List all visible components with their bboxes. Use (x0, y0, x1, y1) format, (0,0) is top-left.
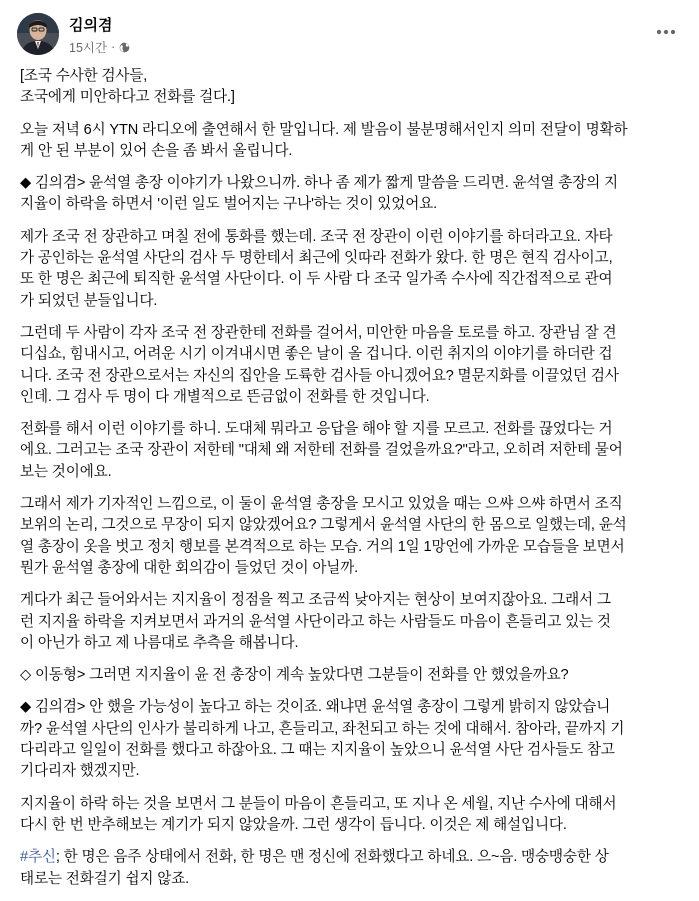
post-paragraph: 그런데 두 사람이 각자 조국 전 장관한테 전화를 걸어서, 미안한 마음을 토로를 하고. 장관님 잘 견 디십쇼, 힘내시고, 어려운 시기 이겨내시면 좋은 날이 올 겁니다. 이런 취지의 이야기를 하더란 겁 니다. 조국 전 장관으로서는 자신의 집안을 도륙한 검사들 아니겠어요? 멸문지화를 이끌었던 검사 인데. 그 검사 두 명이 다 개별적으로 뜬금없이 전화를 한 것입니다. (20, 324, 619, 405)
post-timestamp[interactable]: 15시간 (69, 41, 108, 55)
post-paragraph-postscript (20, 847, 684, 890)
post-paragraph: 전화를 해서 이런 이야기를 하니. 도대체 뭐라고 응답을 해야 할 지를 모르고. 전화를 끊었다는 거 에요. 그러고는 조국 장관이 저한테 "대체 왜 저한테 전화를 걸었을까요?"라고, 오히려 저한테 물어 보는 것이에요. (20, 421, 623, 480)
post-header (0, 0, 699, 64)
post-paragraph: 그래서 제가 기자적인 느낌으로, 이 둘이 윤석열 총장을 모시고 있었을 때는 으쌰 으쌰 하면서 조직 보위의 논리, 그것으로 무장이 되지 않았겠어요? 그렇게서 윤석열 사단의 한 몸으로 일했는데, 윤석 열 총장이 옷을 벗고 정치 행보를 본격적으로 하는 모습. 거의 1일 1망언에 가까운 모습들을 보면서 뭔가 윤석열 총장에 대한 회의감이 들었던 것이 아닐까. (20, 496, 627, 576)
author-name[interactable]: 김의겸 (69, 17, 113, 34)
hashtag-link[interactable]: #추신 (20, 849, 56, 866)
post-body (20, 66, 684, 901)
globe-icon[interactable] (119, 42, 130, 53)
author-avatar[interactable] (17, 13, 59, 55)
postscript-text: ; 한 명은 음주 상태에서 전화, 한 명은 맨 정신에 전화했다고 하네요. 으~음. 맹숭맹숭한 상 태로는 전화걸기 쉽지 않죠. (20, 849, 609, 887)
post-meta (69, 38, 130, 56)
post-paragraph: [조국 수사한 검사들, 조국에게 미안하다고 전화를 걸다.] (20, 68, 235, 106)
meta-separator: · (111, 40, 116, 54)
post-paragraph: 오늘 저녁 6시 YTN 라디오에 출연해서 한 말입니다. 제 발음이 불분명해서인지 의미 전달이 명확하 게 안 된 부분이 있어 손을 좀 봐서 올립니다. (20, 121, 628, 159)
post-paragraph: ◇ 이동형> 그러면 지지율이 윤 전 총장이 계속 높았다면 그분들이 전화를 안 했었을까요? (20, 667, 569, 684)
post-paragraph: 게다가 최근 들어와서는 지지율이 정점을 찍고 조금씩 낮아지는 현상이 보여지잖아요. 그래서 그 런 지지율 하락을 지켜보면서 과거의 윤석열 사단이라고 하는 사람들도 마음이 흔들리고 있는 것 이 아닌가 하고 제 나름대로 추측을 해봅니다. (20, 592, 611, 651)
post-paragraph: ◆ 김의겸> 안 했을 가능성이 높다고 하는 것이죠. 왜냐면 윤석열 총장이 그렇게 밝히지 않았습니 까? 윤석열 사단의 인사가 불리하게 나고, 흔들리고, 좌천되고 하는 것에 대해서. 참아라, 끝까지 기 다리라고 일일이 전화를 했다고 하잖아요. 그 때는 지지율이 높았으니 윤석열 사단 검사들도 참고 기다리자 했겠지만. (20, 699, 625, 780)
more-options-icon[interactable] (651, 20, 681, 44)
post-paragraph: 제가 조국 전 장관하고 며칠 전에 통화를 했는데. 조국 전 장관이 이런 이야기를 하더라고요. 자타 가 공인하는 윤석열 사단의 검사 두 명한테서 최근에 잇따라 전화가 왔다. 한 명은 현직 검사이고, 또 한 명은 최근에 퇴직한 윤석열 사단이다. 이 두 사람 다 조국 일가족 수사에 직간접적으로 관여 가 되었던 분들입니다. (20, 228, 613, 309)
post-paragraph: ◆ 김의겸> 윤석열 총장 이야기가 나왔으니까. 하나 좀 제가 짧게 말씀을 드리면. 윤석열 총장의 지 지율이 하락을 하면서 '이런 일도 벌어지는 구나'하는 것이 있었어요. (20, 175, 618, 213)
post-paragraph: 지지율이 하락 하는 것을 보면서 그 분들이 마음이 흔들리고, 또 지나 온 세월, 지난 수사에 대해서 다시 한 번 반추해보는 계기가 되지 않았을까. 그런 생각이 듭니다. 이것은 제 해설입니다. (20, 795, 617, 833)
